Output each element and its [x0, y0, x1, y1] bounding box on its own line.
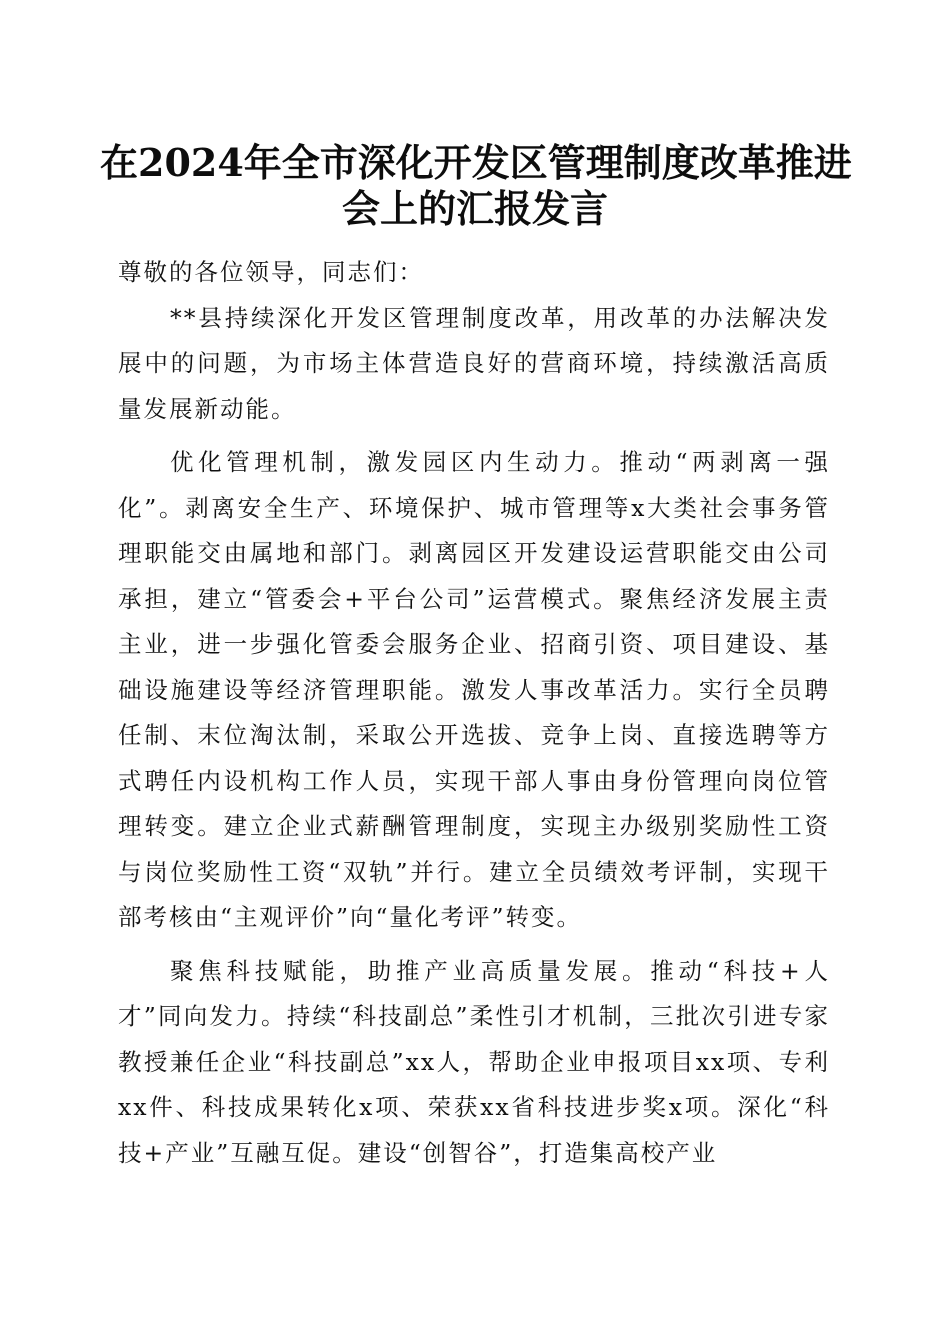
paragraph-technology-empowerment: 聚焦科技赋能，助推产业高质量发展。推动“科技+人才”同向发力。持续“科技副总”柔性引才机制，三批次引进专家教授兼任企业“科技副总”xx人，帮助企业申报项目xx项、专利xx件、科技成果转化x项、荣获xx省科技进步奖x项。深化“科技+产业”互融互促。建设“创智谷”，打造集高校产业	[118, 956, 830, 1167]
title-line-2: 会上的汇报发言	[341, 186, 608, 231]
title-line-1: 在2024年全市深化开发区管理制度改革推进	[100, 140, 852, 185]
salutation: 尊敬的各位领导，同志们：	[118, 258, 424, 286]
document-title	[100, 140, 850, 232]
paragraph-management-mechanism: 优化管理机制，激发园区内生动力。推动“两剥离一强化”。剥离安全生产、环境保护、城市管理等x大类社会事务管理职能交由属地和部门。剥离园区开发建设运营职能交由公司承担，建立“管委会+平台公司”运营模式。聚焦经济发展主责主业，进一步强化管委会服务企业、招商引资、项目建设、基础设施建设等经济管理职能。激发人事改革活力。实行全员聘任制、末位淘汰制，采取公开选拔、竞争上岗、直接选聘等方式聘任内设机构工作人员，实现干部人事由身份管理向岗位管理转变。建立企业式薪酬管理制度，实现主办级别奖励性工资与岗位奖励性工资“双轨”并行。建立全员绩效考评制，实现干部考核由“主观评价”向“量化考评”转变。	[118, 448, 830, 931]
paragraph-intro: **县持续深化开发区管理制度改革，用改革的办法解决发展中的问题，为市场主体营造良好的营商环境，持续激活高质量发展新动能。	[118, 303, 830, 423]
document-body	[118, 250, 830, 1184]
